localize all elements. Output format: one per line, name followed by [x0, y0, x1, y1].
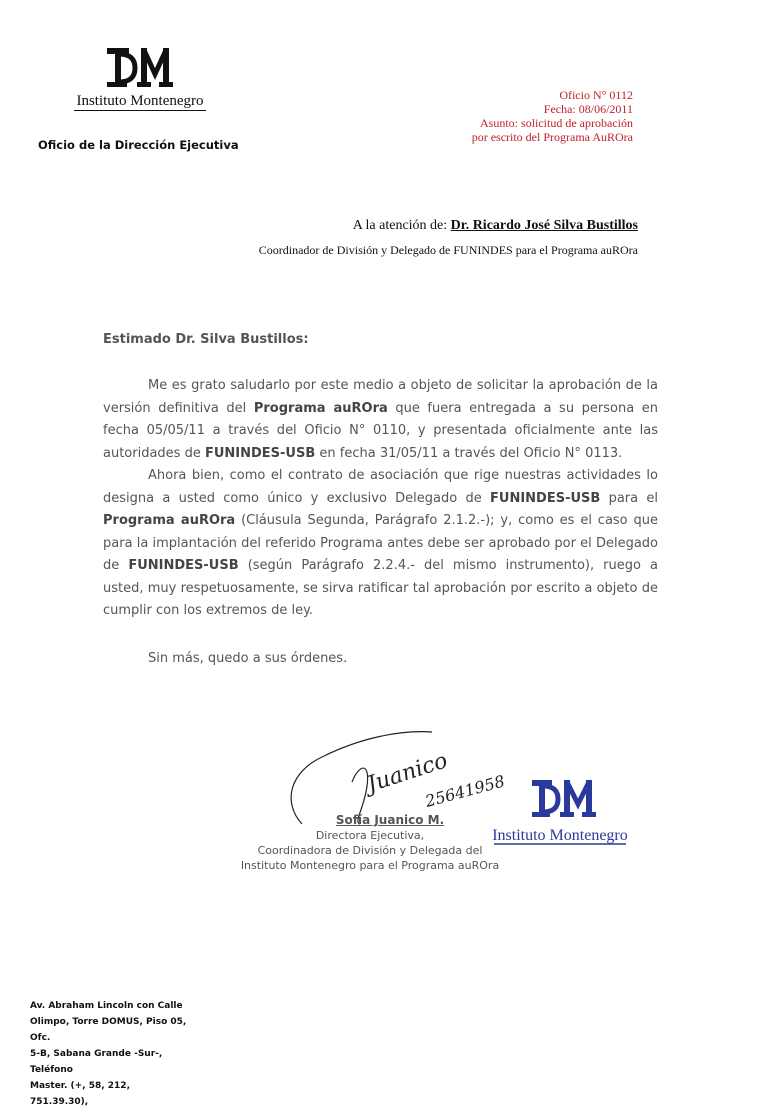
address-line-2: Olimpo, Torre DOMUS, Piso 05, Ofc. [30, 1017, 187, 1043]
recipient-role: Coordinador de División y Delegado de FUNINDES para el Programa auROra [258, 243, 638, 257]
stamp-name: Instituto Montenegro [492, 827, 628, 844]
address-line-3: 5-B, Sabana Grande -Sur-, Teléfono [30, 1049, 163, 1075]
paragraph-2 [103, 465, 658, 623]
p1-bold-1: Programa auROra [253, 400, 388, 416]
signer-title-3: Instituto Montenegro para el Programa auROra [240, 859, 500, 872]
p2-bold-2: Programa auROra [103, 513, 236, 528]
p1-text-1: Me es grato saludarlo por este medio a objeto de solicitar la aprobación de la versión definitiva del [103, 378, 658, 416]
signer-name: Sofía Juanico M. [335, 813, 445, 827]
attention-line [259, 218, 638, 234]
letter-body [103, 375, 658, 623]
signer-block [240, 813, 500, 873]
signature-text: Juanico [364, 748, 451, 798]
address-line-1: Av. Abraham Lincoln con Calle [30, 1001, 183, 1011]
subject-line-1: Asunto: solicitud de aprobación [480, 116, 633, 130]
oficio-number: Oficio N° 0112 [559, 88, 633, 102]
p1-text-2: que fuera entregada a su persona en fecha 05/05/11 a través del Oficio N° 0110, y presentada oficialmente ante las autoridades de [103, 400, 658, 461]
department-title: Oficio de la Dirección Ejecutiva [38, 138, 239, 152]
reference-block [472, 88, 633, 144]
address-line-4: Master. (+, 58, 212, 751.39.30), [30, 1081, 130, 1107]
attention-prefix: A la atención de: [352, 218, 448, 233]
institute-stamp [490, 778, 630, 852]
recipient-name: Dr. Ricardo José Silva Bustillos [450, 218, 638, 233]
stamp-monogram-icon [490, 778, 630, 848]
p2-bold-3: FUNINDES-USB [128, 558, 239, 573]
p1-text-3: en fecha 31/05/11 a través del Oficio N° 0113. [315, 445, 623, 461]
footer-address [30, 998, 190, 1110]
im-monogram-icon [105, 44, 175, 90]
p2-text-2: para el [600, 490, 658, 506]
p2-text-3: (Cláusula Segunda, Parágrafo 2.1.2.-); y, como es el caso que para la implantación del referido Programa antes debe ser aprobado por el Delegado de [103, 513, 658, 573]
closing-line: Sin más, quedo a sus órdenes. [148, 651, 348, 666]
logo-name: Instituto Montenegro [76, 93, 204, 109]
paragraph-1 [103, 375, 658, 465]
p2-bold-1: FUNINDES-USB [490, 490, 601, 506]
salutation: Estimado Dr. Silva Bustillos: [103, 332, 309, 347]
p1-bold-2: FUNINDES-USB [204, 445, 316, 461]
attention-block [259, 218, 638, 258]
p2-text-4: (según Parágrafo 2.2.4.- del mismo instrumento), ruego a usted, muy respetuosamente, se sirva ratificar tal aprobación por escrito a objeto de cumplir con los extremos de ley. [103, 558, 658, 618]
oficio-date: Fecha: 08/06/2011 [543, 102, 633, 116]
subject-line-2: por escrito del Programa AuROra [471, 130, 633, 144]
institute-logo [60, 44, 220, 111]
signature-id-number: 25641958 [423, 771, 507, 811]
signer-title-2: Coordinadora de División y Delegada del [257, 844, 483, 857]
p2-text-1: Ahora bien, como el contrato de asociación que rige nuestras actividades lo designa a usted como único y exclusivo Delegado de [103, 468, 658, 506]
signer-title-1: Directora Ejecutiva, [315, 829, 425, 842]
